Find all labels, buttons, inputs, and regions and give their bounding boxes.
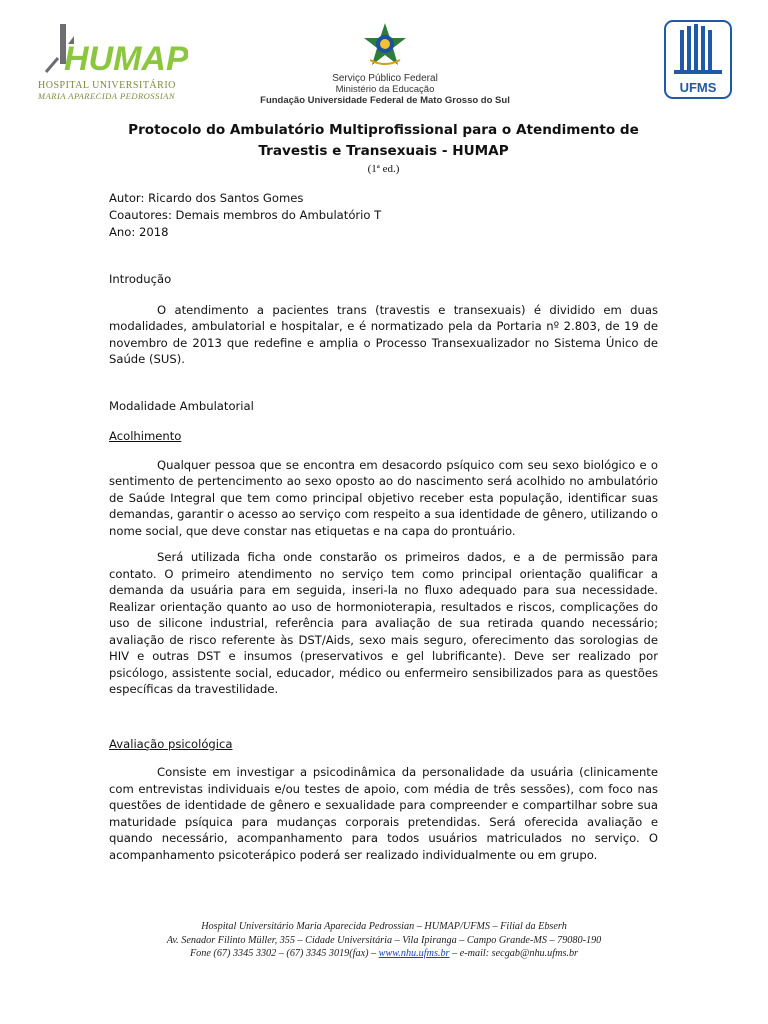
paragraph-introducao: O atendimento a pacientes trans (travestis e transexuais) é dividido em duas modalidades, ambulatorial e hospitalar, e é normatizado pela da Portaria nº 2.803, de 19 de novembro de 2013 que redefine e amplia o Processo Transexualizador no Sistema Único de Saúde (SUS).: [109, 302, 658, 366]
document-title-line: Travestis e Transexuais - HUMAP: [258, 143, 509, 159]
letterhead: [0, 0, 768, 110]
year-line: Ano: 2018: [109, 225, 169, 239]
document-title-line: Protocolo do Ambulatório Multiprofissional para o Atendimento de: [128, 122, 639, 138]
author-line: Autor: Ricardo dos Santos Gomes: [109, 191, 304, 205]
gov-ministry-line: Ministério da Educação: [335, 84, 435, 95]
subsection-heading-avaliacao-psicologica: Avaliação psicológica: [109, 736, 233, 751]
humap-logo-subtitle-name: MARIA APARECIDA PEDROSSIAN: [38, 91, 176, 101]
humap-logo-text: HUMAP: [64, 40, 188, 78]
humap-logo-subtitle: HOSPITAL UNIVERSITÁRIO: [38, 80, 176, 91]
paragraph-acolhimento-1: Qualquer pessoa que se encontra em desacordo psíquico com seu sexo biológico e o sentimento de pertencimento ao sexo oposto ao do nascimento será acolhido no ambulatório de Saúde Integral que tem como principal objetivo receber esta população, identificar suas demandas, garantir o acesso ao serviço com respeito a sua identidade de gênero, utilizando o nome social, que deve constar nas etiquetas e na capa do prontuário.: [109, 457, 658, 538]
document-metadata: [109, 190, 658, 241]
edition-label: (1ª ed.): [367, 163, 400, 175]
gov-foundation-line: Fundação Universidade Federal de Mato Grosso do Sul: [260, 95, 510, 106]
footer-address-line: Av. Senador Filinto Müller, 355 – Cidade Universitária – Vila Ipiranga – Campo Grande-MS – 79080-190: [166, 934, 602, 946]
document-body: [109, 120, 658, 863]
footer-website-link[interactable]: www.nhu.ufms.br: [378, 948, 450, 959]
humap-logo: [38, 22, 188, 104]
footer-email-text: – e-mail: secgab@nhu.ufms.br: [449, 948, 579, 959]
government-header: [250, 22, 520, 106]
coauthors-line: Coautores: Demais membros do Ambulatório T: [109, 208, 382, 222]
ufms-logo: [664, 20, 732, 100]
document-title: [109, 120, 658, 162]
section-heading-introducao: Introdução: [109, 272, 172, 286]
footer-contact-line: [0, 947, 768, 961]
page-footer: [0, 920, 768, 961]
paragraph-avaliacao-psicologica: Consiste em investigar a psicodinâmica da personalidade da usuária (clinicamente com entrevistas individuais e/ou testes de apoio, com média de três sessões), com foco nas questões de identidade de gênero e sexualidade para compreender e compartilhar sobre sua maturidade psíquica para mudanças corporais pretendidas. Será oferecida avaliação e quando necessário, acompanhamento para todos usuários matriculados no serviço. O acompanhamento psicoterápico poderá ser realizado individualmente ou em grupo.: [109, 765, 658, 862]
humap-logo-icon: [38, 22, 188, 78]
section-heading-modalidade-ambulatorial: Modalidade Ambulatorial: [109, 398, 254, 413]
footer-institution-line: Hospital Universitário Maria Aparecida Pedrossian – HUMAP/UFMS – Filial da Ebserh: [201, 921, 567, 932]
subsection-heading-acolhimento: Acolhimento: [109, 429, 182, 443]
footer-phone-text: Fone (67) 3345 3302 – (67) 3345 3019(fax) –: [189, 948, 379, 959]
paragraph-acolhimento-2: Será utilizada ficha onde constarão os primeiros dados, e a de permissão para contato. O primeiro atendimento no serviço tem como principal orientação qualificar a demanda da usuária para em seguida, inseri-la no fluxo adequado para sua necessidade. Realizar orientação quanto ao uso de hormonioterapia, resultados e riscos, complicações do uso de silicone industrial, referência para avaliação de sua retirada quando necessário; avaliação de risco referente às DST/Aids, sexo mais seguro, oferecimento das sorologias de HIV e outras DST e insumos (preservativos e gel lubrificante). Deve ser realizado por psicólogo, assistente social, educador, médico ou enfermeiro sensibilizados para as questões específicas da travestilidade.: [109, 550, 658, 696]
ufms-logo-text: UFMS: [679, 80, 717, 95]
gov-service-line: Serviço Público Federal: [332, 73, 438, 84]
brazil-coat-of-arms-icon: [362, 22, 408, 68]
